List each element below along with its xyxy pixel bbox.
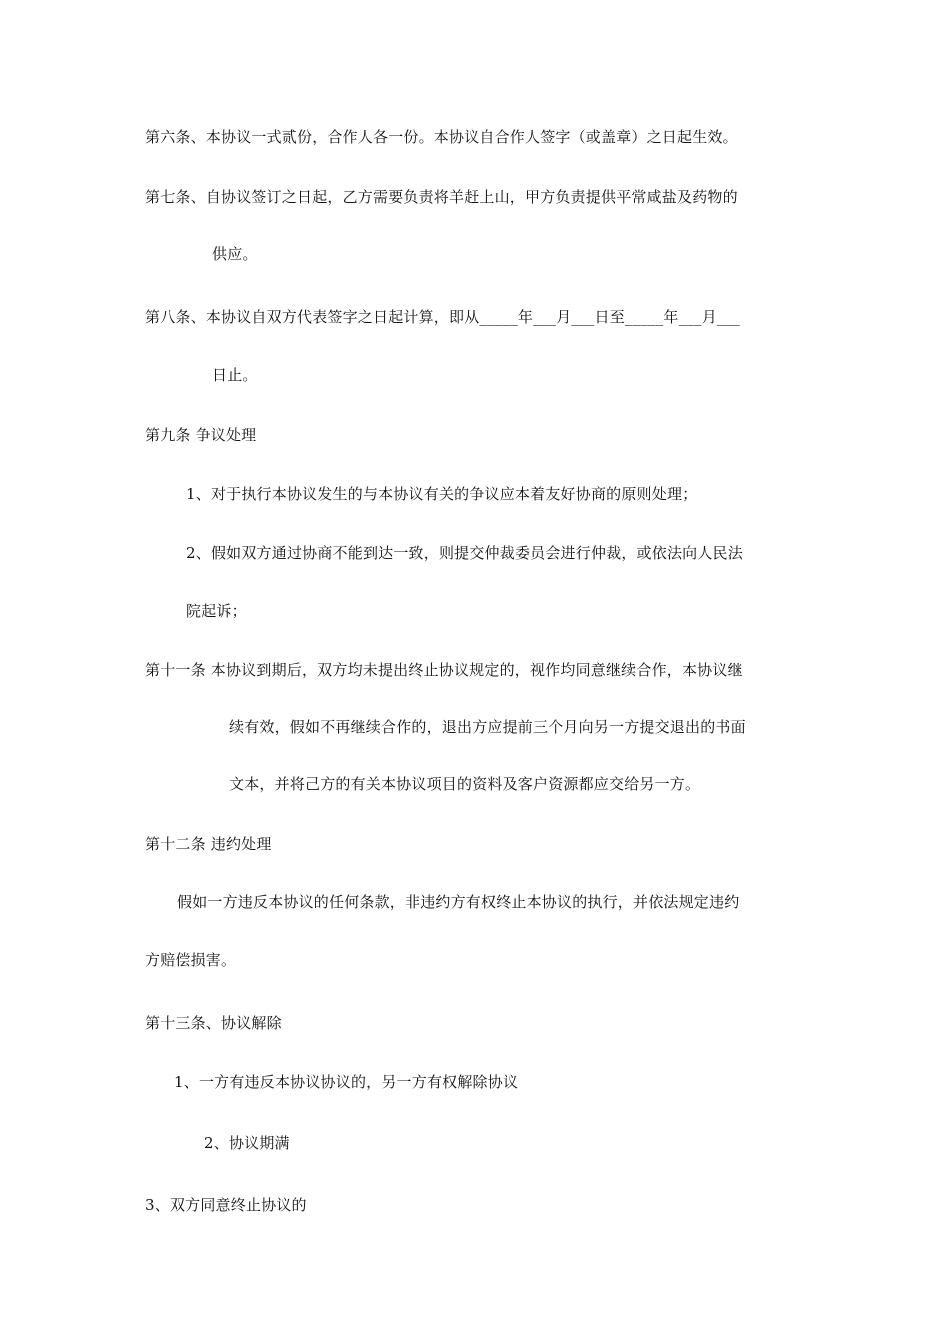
article-7-text: 第七条、自协议签订之日起，乙方需要负责将羊赶上山，甲方负责提供平常咸盐及药物的 [145, 188, 738, 206]
article-6-text: 第六条、本协议一式贰份，合作人各一份。本协议自合作人签字（或盖章）之日起生效。 [145, 128, 738, 146]
article-13-item-3: 3、双方同意终止协议的 [145, 1196, 307, 1214]
article-11-text-continued-1: 续有效，假如不再继续合作的，退出方应提前三个月向另一方提交退出的书面 [229, 718, 746, 736]
article-13-item-2: 2、协议期满 [204, 1134, 290, 1152]
article-9-title: 第九条 争议处理 [145, 426, 257, 444]
article-13-title: 第十三条、协议解除 [145, 1014, 282, 1032]
article-8-text: 第八条、本协议自双方代表签字之日起计算，即从_____年___月___日至_____年___月___ [145, 308, 741, 326]
article-9-item-2: 2、假如双方通过协商不能到达一致，则提交仲裁委员会进行仲裁，或依法向人民法 [186, 544, 743, 562]
article-12-text-continued: 方赔偿损害。 [145, 951, 237, 969]
article-12-title: 第十二条 违约处理 [145, 835, 272, 853]
article-9-item-1: 1、对于执行本协议发生的与本协议有关的争议应本着友好协商的原则处理； [186, 485, 698, 503]
article-9-item-2-continued: 院起诉； [186, 602, 247, 620]
article-8-text-continued: 日止。 [212, 366, 258, 384]
article-12-text: 假如一方违反本协议的任何条款，非违约方有权终止本协议的执行，并依法规定违约 [177, 893, 740, 911]
article-11-text: 第十一条 本协议到期后，双方均未提出终止协议规定的，视作均同意继续合作，本协议继 [145, 661, 743, 679]
article-13-item-1: 1、一方有违反本协议协议的，另一方有权解除协议 [174, 1073, 519, 1091]
article-11-text-continued-2: 文本，并将己方的有关本协议项目的资料及客户资源都应交给另一方。 [229, 775, 701, 793]
article-7-text-continued: 供应。 [212, 245, 258, 263]
